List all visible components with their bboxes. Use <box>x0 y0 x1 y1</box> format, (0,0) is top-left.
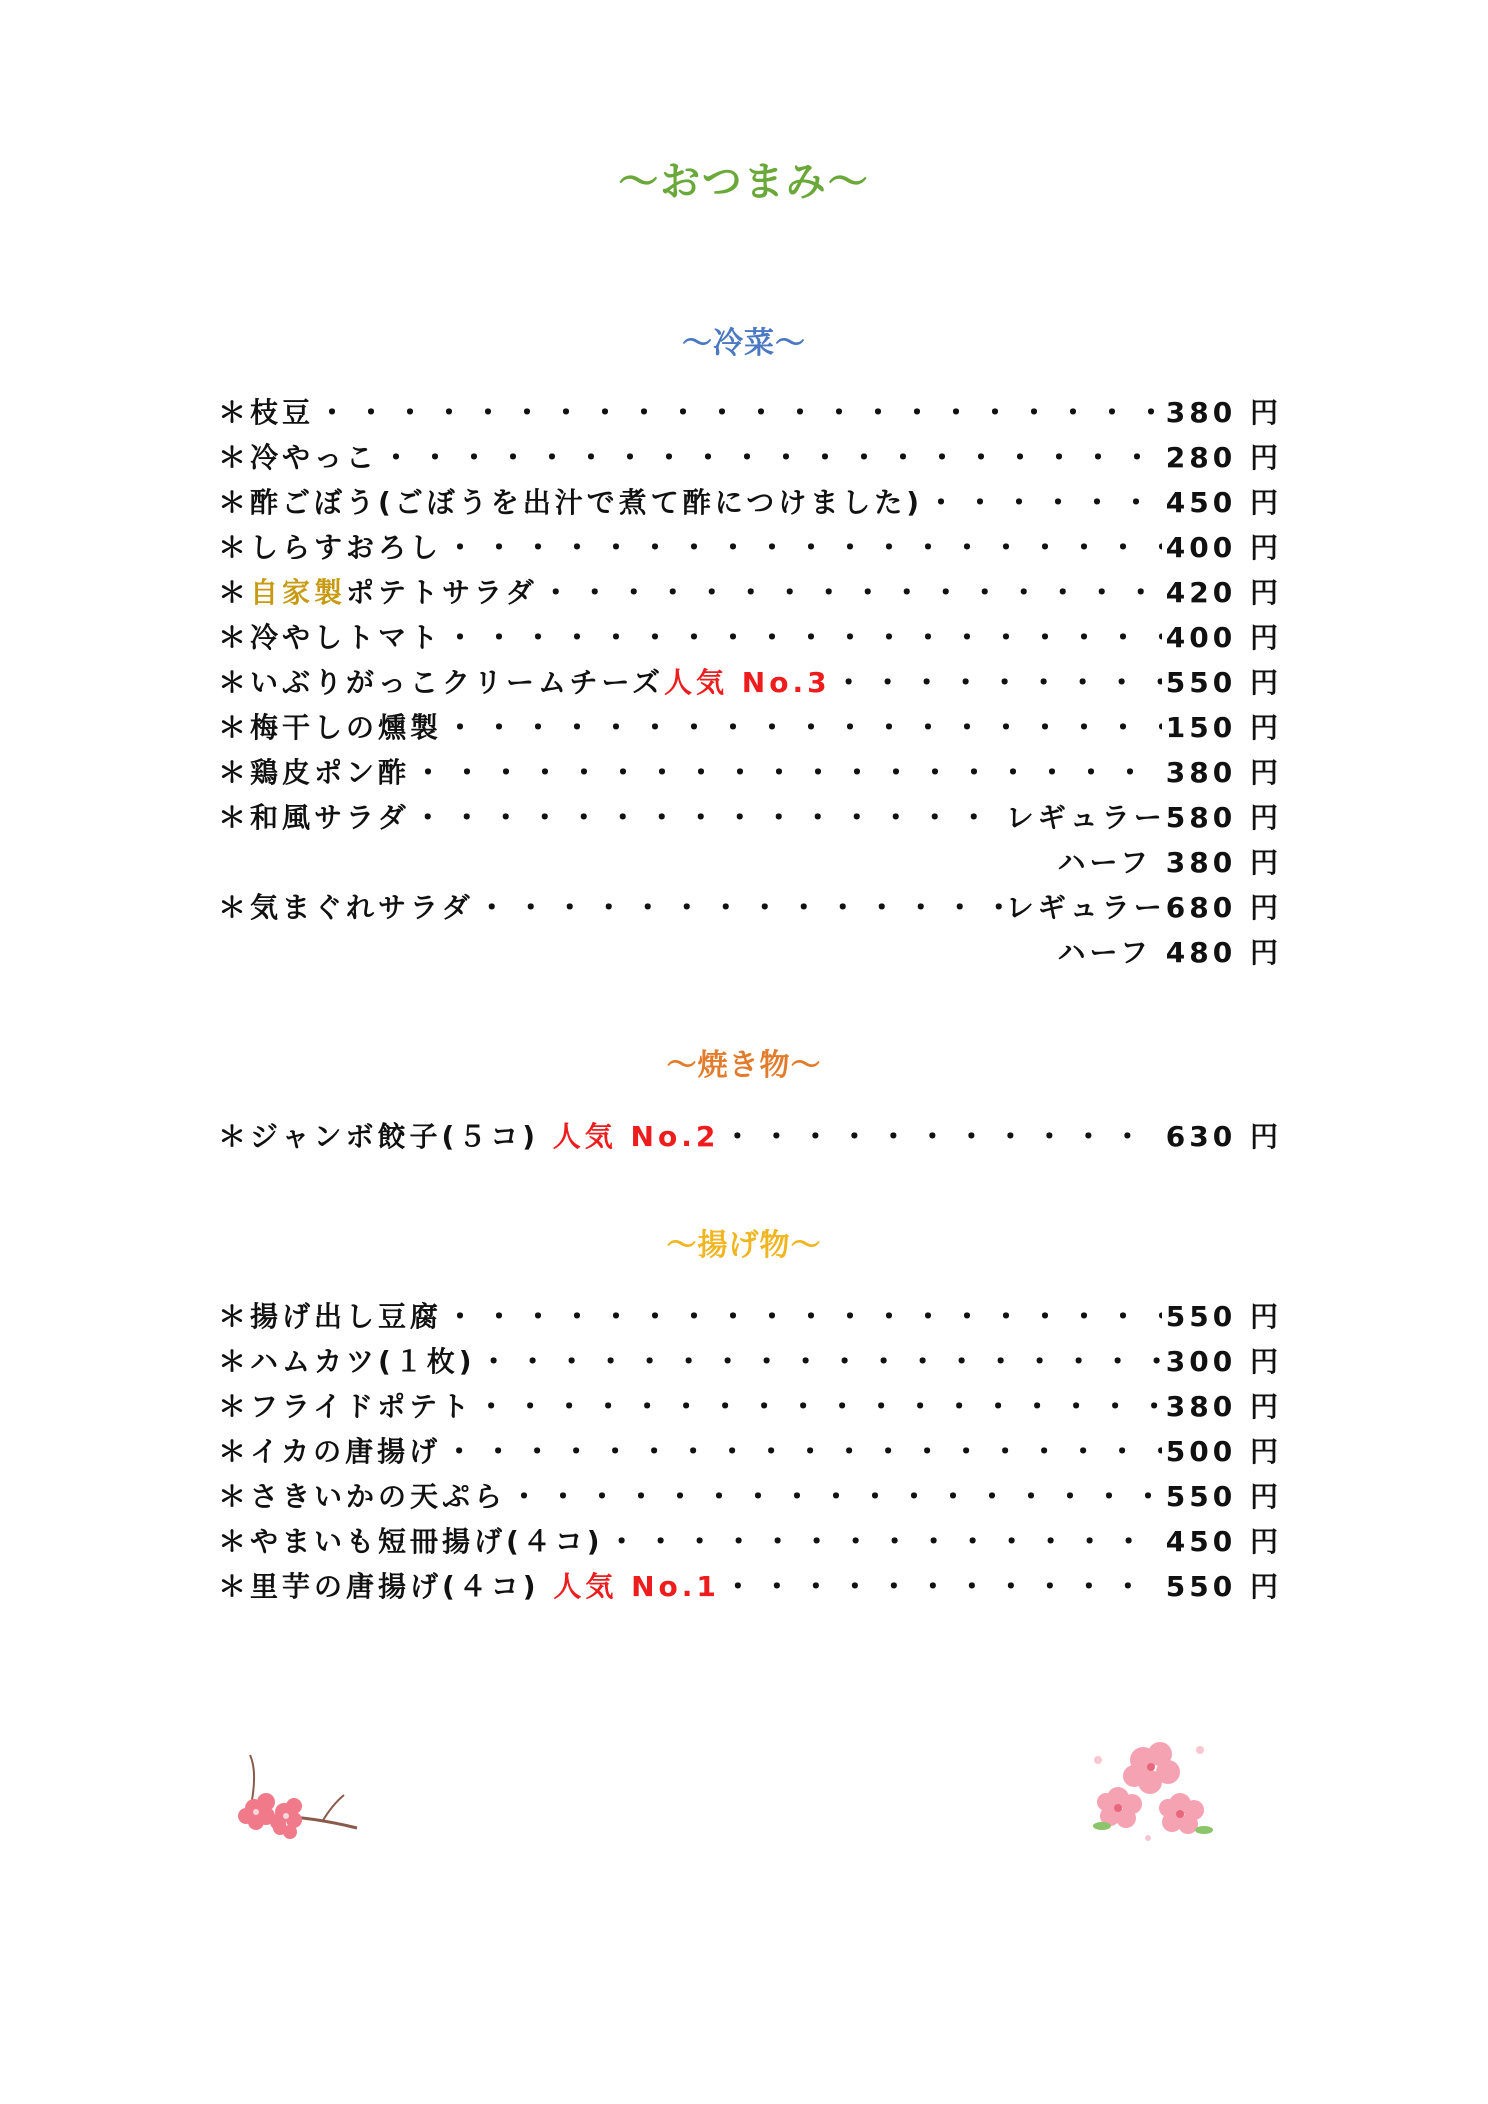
item-price: 380 円 <box>1165 1389 1282 1423</box>
page-title: ～おつまみ～ <box>618 159 870 205</box>
menu-list-fried <box>218 1292 1282 1607</box>
item-name: ＊さきいかの天ぷら <box>218 1479 507 1513</box>
item-name: ＊鶏皮ポン酢 <box>218 755 411 789</box>
item-name: ＊冷やしトマト <box>218 620 443 654</box>
leader-dots <box>608 1520 1162 1560</box>
leader-dots <box>724 1565 1162 1605</box>
leader-dots <box>542 571 1162 611</box>
item-price: 500 円 <box>1165 1434 1282 1468</box>
leader-dots <box>723 1115 1161 1155</box>
leader-dots <box>318 391 1162 431</box>
item-name: ＊和風サラダ <box>218 800 410 834</box>
menu-item <box>218 793 1282 838</box>
item-price: 420 円 <box>1165 575 1282 609</box>
item-name: ＊いぶりがっこクリームチーズ <box>218 665 665 699</box>
popularity-badge: 人気 No.1 <box>553 1569 720 1603</box>
item-price: 550 円 <box>1165 1479 1282 1513</box>
item-price: 150 円 <box>1165 710 1282 744</box>
homemade-highlight: 自家製 <box>250 575 347 609</box>
menu-item <box>218 613 1282 658</box>
section-title-grill: ～焼き物～ <box>666 1048 822 1083</box>
menu-item-half <box>218 928 1282 973</box>
item-price: 450 円 <box>1165 1524 1282 1558</box>
section-title-fried: ～揚げ物～ <box>666 1228 822 1263</box>
item-name: ＊揚げ出し豆腐 <box>218 1299 443 1333</box>
leader-dots <box>478 886 1002 926</box>
leader-dots <box>414 796 1002 836</box>
menu-item <box>218 478 1282 523</box>
popularity-badge: 人気 No.2 <box>552 1119 720 1153</box>
menu-item <box>218 1337 1282 1382</box>
menu-item <box>218 703 1282 748</box>
leader-dots <box>477 1385 1162 1425</box>
leader-dots <box>480 1340 1162 1380</box>
leader-dots <box>510 1475 1162 1515</box>
plum-blossom-icon <box>232 1750 362 1845</box>
menu-list-cold <box>218 388 1282 973</box>
leader-dots <box>446 616 1162 656</box>
item-price: 630 円 <box>1165 1119 1282 1153</box>
menu-item <box>218 568 1282 613</box>
half-label: ハーフ <box>1057 935 1153 969</box>
leader-dots <box>927 481 1162 521</box>
menu-item <box>218 433 1282 478</box>
item-name: ＊気まぐれサラダ <box>218 890 474 924</box>
item-name: ＊フライドポテト <box>218 1389 474 1423</box>
leader-dots <box>445 1430 1162 1470</box>
popularity-badge: 人気 No.3 <box>664 665 831 699</box>
leader-dots <box>446 1295 1162 1335</box>
half-price: 480 円 <box>1165 935 1282 969</box>
item-name: ＊やまいも短冊揚げ(４コ) <box>218 1524 604 1558</box>
menu-item <box>218 658 1282 703</box>
item-price: 300 円 <box>1165 1344 1282 1378</box>
item-price: 380 円 <box>1165 395 1282 429</box>
item-name: ＊枝豆 <box>218 395 315 429</box>
item-name: ＊ハムカツ(１枚) <box>218 1344 476 1378</box>
menu-item <box>218 1382 1282 1427</box>
size-label: レギュラー <box>1005 800 1166 834</box>
menu-item <box>218 1112 1282 1157</box>
item-name: ＊冷やっこ <box>218 440 379 474</box>
item-price: 550 円 <box>1165 1299 1282 1333</box>
menu-item <box>218 1517 1282 1562</box>
item-name: ＊しらすおろし <box>218 530 443 564</box>
item-price: 680 円 <box>1165 890 1282 924</box>
item-price: 400 円 <box>1165 530 1282 564</box>
half-label: ハーフ <box>1057 845 1153 879</box>
leader-dots <box>382 436 1162 476</box>
leader-dots <box>414 751 1162 791</box>
cherry-blossom-icon <box>1088 1730 1218 1850</box>
item-price: 280 円 <box>1165 440 1282 474</box>
item-name: ＊里芋の唐揚げ(４コ) <box>218 1569 540 1603</box>
leader-dots <box>835 661 1162 701</box>
menu-item <box>218 883 1282 928</box>
menu-item <box>218 1472 1282 1517</box>
menu-list-grill <box>218 1112 1282 1157</box>
item-name: ＊ジャンボ餃子(５コ) <box>218 1119 540 1153</box>
menu-item <box>218 1292 1282 1337</box>
item-prefix: ＊ <box>218 575 251 609</box>
menu-item <box>218 1427 1282 1472</box>
item-price: 550 円 <box>1165 665 1282 699</box>
item-name: ＊梅干しの燻製 <box>218 710 443 744</box>
item-name <box>218 571 538 611</box>
size-label: レギュラー <box>1005 890 1166 924</box>
menu-item <box>218 748 1282 793</box>
item-price: 380 円 <box>1165 755 1282 789</box>
item-name: ＊酢ごぼう(ごぼうを出汁で煮て酢につけました) <box>218 485 924 519</box>
item-name-rest: ポテトサラダ <box>346 575 538 609</box>
half-price: 380 円 <box>1165 845 1282 879</box>
menu-item <box>218 523 1282 568</box>
leader-dots <box>446 526 1162 566</box>
leader-dots <box>446 706 1162 746</box>
menu-item <box>218 1562 1282 1607</box>
item-price: 550 円 <box>1165 1569 1282 1603</box>
item-price: 580 円 <box>1165 800 1282 834</box>
item-name: ＊イカの唐揚げ <box>218 1434 442 1468</box>
item-price: 450 円 <box>1165 485 1282 519</box>
menu-item <box>218 388 1282 433</box>
menu-item-half <box>218 838 1282 883</box>
section-title-cold: ～冷菜～ <box>682 326 806 361</box>
item-price: 400 円 <box>1165 620 1282 654</box>
